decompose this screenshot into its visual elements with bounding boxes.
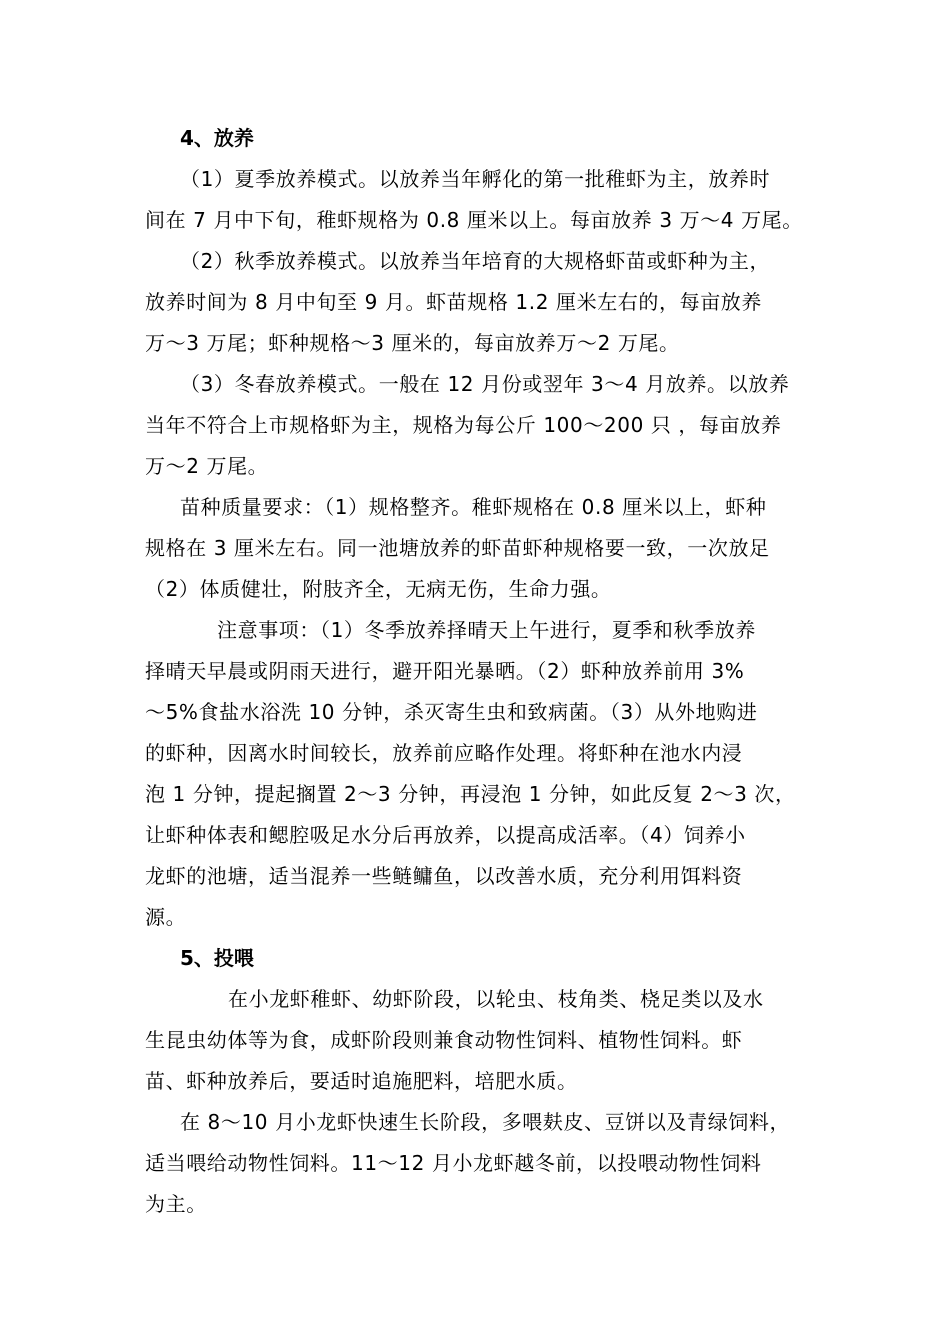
paragraph-line: 的虾种，因离水时间较长，放养前应略作处理。将虾种在池水内浸 xyxy=(145,741,743,765)
paragraph-line: 择晴天早晨或阴雨天进行，避开阳光暴晒。（2）虾种放养前用 3% xyxy=(145,659,745,683)
paragraph-line: 规格在 3 厘米左右。同一池塘放养的虾苗虾种规格要一致，一次放足 xyxy=(145,536,770,560)
paragraph-line: 万～2 万尾。 xyxy=(145,454,269,478)
paragraph-line: 源。 xyxy=(145,905,187,929)
paragraph-line: 放养时间为 8 月中旬至 9 月。虾苗规格 1.2 厘米左右的，每亩放养 xyxy=(145,290,762,314)
paragraph-line: 让虾种体表和鳃腔吸足水分后再放养，以提高成活率。（4）饲养小 xyxy=(145,823,746,847)
section-5-heading: 5、投喂 xyxy=(180,946,254,970)
paragraph-line: （2）秋季放养模式。以放养当年培育的大规格虾苗或虾种为主， xyxy=(180,249,771,273)
paragraph-line: ～5%食盐水浴洗 10 分钟，杀灭寄生虫和致病菌。（3）从外地购进 xyxy=(145,700,758,724)
paragraph-line: （2）体质健壮，附肢齐全，无病无伤，生命力强。 xyxy=(145,577,612,601)
paragraph-line: （1）夏季放养模式。以放养当年孵化的第一批稚虾为主，放养时 xyxy=(180,167,771,191)
paragraph-line: 适当喂给动物性饲料。11～12 月小龙虾越冬前，以投喂动物性饲料 xyxy=(145,1151,762,1175)
paragraph-line: 间在 7 月中下旬，稚虾规格为 0.8 厘米以上。每亩放养 3 万～4 万尾。 xyxy=(145,208,803,232)
paragraph-line: 生昆虫幼体等为食，成虾阶段则兼食动物性饲料、植物性饲料。虾 xyxy=(145,1028,743,1052)
paragraph-line: （3）冬春放养模式。一般在 12 月份或翌年 3～4 月放养。以放养 xyxy=(180,372,790,396)
paragraph-line: 为主。 xyxy=(145,1192,207,1216)
paragraph-line: 万～3 万尾；虾种规格～3 厘米的，每亩放养万～2 万尾。 xyxy=(145,331,680,355)
paragraph-line: 泡 1 分钟，提起搁置 2～3 分钟，再浸泡 1 分钟，如此反复 2～3 次， xyxy=(145,782,796,806)
paragraph-line: 苗种质量要求：（1）规格整齐。稚虾规格在 0.8 厘米以上，虾种 xyxy=(180,495,767,519)
paragraph-line: 龙虾的池塘，适当混养一些鲢鳙鱼，以改善水质，充分利用饵料资 xyxy=(145,864,743,888)
paragraph-line: 在 8～10 月小龙虾快速生长阶段，多喂麸皮、豆饼以及青绿饲料， xyxy=(180,1110,791,1134)
paragraph-line: 当年不符合上市规格虾为主，规格为每公斤 100～200 只 ，每亩放养 xyxy=(145,413,782,437)
paragraph-line: 苗、虾种放养后，要适时追施肥料，培肥水质。 xyxy=(145,1069,578,1093)
paragraph-line: 在小龙虾稚虾、幼虾阶段，以轮虫、枝角类、桡足类以及水 xyxy=(228,987,764,1011)
paragraph-line: 注意事项：（1）冬季放养择晴天上午进行，夏季和秋季放养 xyxy=(217,618,756,642)
section-4-heading: 4、放养 xyxy=(180,126,254,150)
